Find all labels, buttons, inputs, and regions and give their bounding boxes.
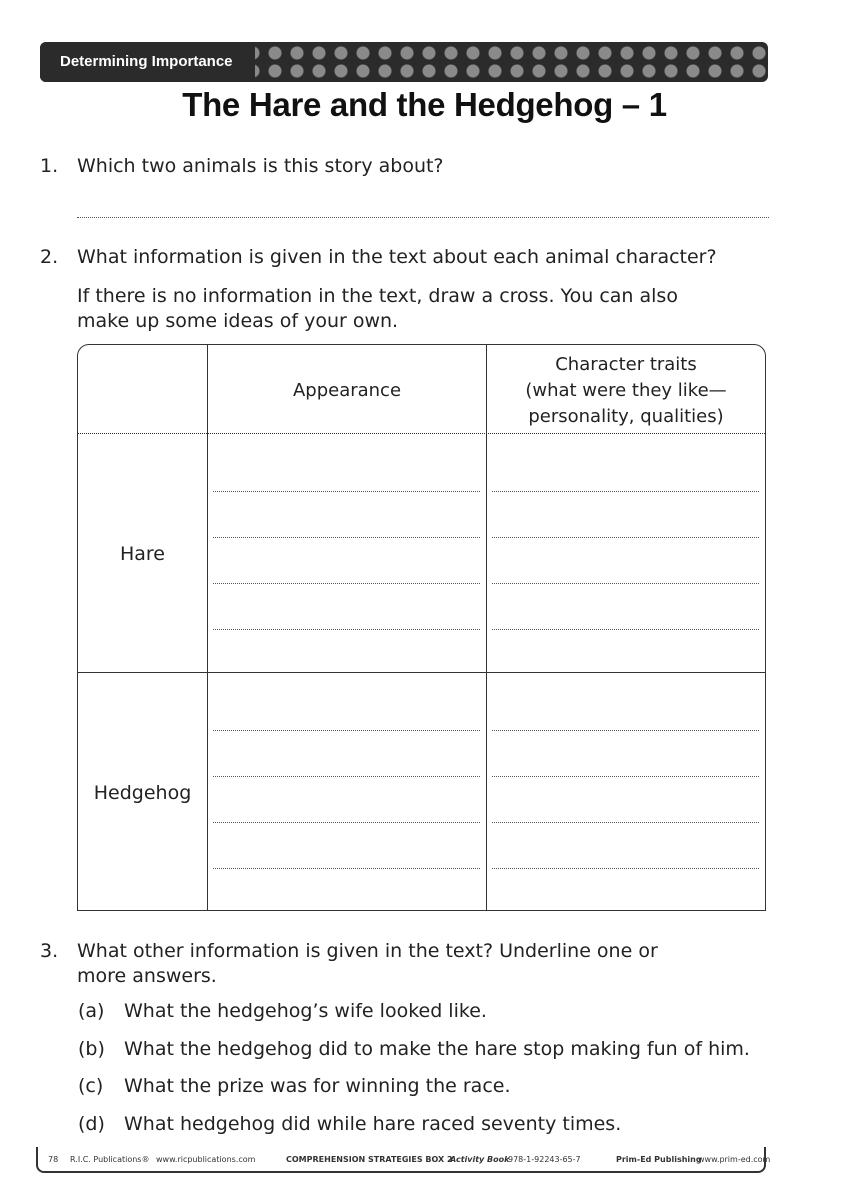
writing-line[interactable] [213,868,480,869]
option-letter: (a) [78,1000,105,1022]
table-header-divider [78,433,765,434]
page-number: 78 [48,1155,59,1164]
option-c[interactable] [78,1073,511,1099]
question-3 [40,938,770,964]
writing-line[interactable] [492,491,759,492]
writing-line[interactable] [213,730,480,731]
writing-line[interactable] [492,822,759,823]
option-letter: (c) [78,1075,104,1097]
page-title: The Hare and the Hedgehog – 1 [182,86,667,123]
writing-line[interactable] [492,868,759,869]
option-d[interactable] [78,1111,621,1137]
question-text: What other information is given in the text? Underline one or [77,940,658,962]
option-b[interactable] [78,1036,750,1062]
website-right: www.prim-ed.com [698,1155,771,1164]
option-a[interactable] [78,998,487,1024]
question-text: What information is given in the text about each animal character? [77,246,717,268]
writing-line[interactable] [213,629,480,630]
writing-line[interactable] [492,583,759,584]
isbn: 978-1-92243-65-7 [508,1155,581,1164]
option-text[interactable]: What hedgehog did while hare raced seventy times. [124,1113,622,1135]
question-1 [40,153,770,179]
option-letter: (b) [78,1038,105,1060]
instruction-line-2: make up some ideas of your own. [77,310,399,332]
row-label-hare: Hare [119,543,165,565]
question-3-line-2: more answers. [77,965,217,987]
writing-line[interactable] [213,776,480,777]
publisher-right: Prim-Ed Publishing [616,1155,702,1164]
column-header-appearance: Appearance [292,380,402,401]
writing-line[interactable] [492,629,759,630]
website-left: www.ricpublications.com [156,1155,256,1164]
question-number: 2. [40,246,59,268]
writing-line[interactable] [492,776,759,777]
column-header-traits-2: (what were they like— [525,380,727,401]
question-number: 1. [40,155,59,177]
question-number: 3. [40,940,59,962]
book-title: COMPREHENSION STRATEGIES BOX 2 [286,1155,453,1164]
book-type: Activity Book [450,1155,510,1164]
question-2 [40,244,770,270]
column-header-traits-3: personality, qualities) [528,406,724,427]
writing-line[interactable] [213,537,480,538]
page-footer [36,1147,771,1173]
section-label: Determining Importance [40,42,255,82]
writing-line[interactable] [492,730,759,731]
option-text[interactable]: What the prize was for winning the race. [124,1075,511,1097]
question-text: Which two animals is this story about? [77,155,444,177]
answer-line[interactable] [77,217,769,218]
writing-line[interactable] [213,491,480,492]
writing-line[interactable] [213,822,480,823]
writing-line[interactable] [492,537,759,538]
table-row-divider [78,672,765,673]
row-label-hedgehog: Hedgehog [93,782,192,804]
instruction-line-1: If there is no information in the text, draw a cross. You can also [77,285,678,307]
writing-line[interactable] [213,583,480,584]
option-text[interactable]: What the hedgehog’s wife looked like. [124,1000,487,1022]
option-text[interactable]: What the hedgehog did to make the hare stop making fun of him. [124,1038,750,1060]
option-letter: (d) [78,1113,105,1135]
column-header-traits-1: Character traits [555,354,697,375]
table-divider [207,345,208,910]
publisher-left: R.I.C. Publications® [70,1155,150,1164]
